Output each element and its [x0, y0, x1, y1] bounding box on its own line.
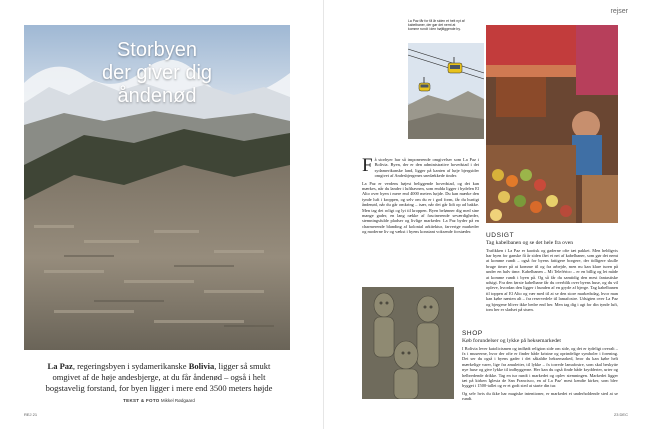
market-illustration: [486, 25, 618, 223]
cable-car-photo: [408, 43, 484, 139]
body-paragraph: å storbyer har så imponerende omgivelser som La Paz i Bolivia. Byen, der er den administrative hovedstad i det sydamerikanske land, ligger på kanten af høje bjergsider omgivet af Andesbjergenes snedækkede tinder.: [374, 157, 479, 179]
statue-photo: [362, 287, 454, 399]
section-tag: rejser: [610, 8, 628, 15]
hero-title-line: Storbyen: [116, 39, 198, 61]
hero-title-line: åndenød: [117, 85, 197, 107]
credit-label: TEKST & FOTO: [123, 398, 160, 403]
intro-text-1: , regeringsbyen i sydamerikanske: [72, 361, 189, 371]
hero-title-line: der giver dig: [101, 62, 213, 84]
folio-left: REJ 21: [24, 412, 38, 417]
section-subhead: Tag kabelbanen og se det hele fra oven: [486, 240, 574, 246]
body-paragraph: I Bolivia lever katolicismen og indfødt religion side om side, og det er tydeligt overalt – fx i museerne, hvor der ofte er finder både kristne og oprindelige symboler i forening. Det ser du også i byens gader i det såkaldte heksemarked, hvor du kan købe helt mærkelige varer, lige fra amuletter, til lykke – fx torrede lamafostre, som skal beskytte nye huse og give lykke til indbyggerne. Her kan du også finde både krydderier, urter og helbredende drikke. Tag en tur rundt i markedet og oplev stemningen. Markedet ligger tæt på kirken Iglesia de San Francisco, en af La Paz’ mest kendte kirker, som blev bygget i 1500-tallet og er et godt sted at starte din tur.: [462, 345, 618, 389]
page-gutter: [323, 0, 324, 429]
intro-bold-2: Bolivia: [188, 361, 215, 371]
body-paragraph: Trafikken i La Paz er kaotisk og gaderne ofte tæt pakket. Men heldigvis har byen for ganske få år siden fået et net af kabelbaner, som gør det nemt at komme rundt – også for byens fattigere borgere, der tidligere skulle bruge timer på at komme til og fra arbejde, men nu kan klare turen på under en halv time. Kabelbanen – Mi Teleférico – er en billig og let måde at komme rundt i byen på. Og så får du samtidig den mest fantastiske udsigt. Fra den første kabelbane får du overblik over byens huse, og du vil opleve, hvordan den ligger i bunden af en gryde af bjerge. Tag kabelbanen til toppen af El Alto og vær med til at se den store markedsdag, hvor man kan købe næsten alt – fra reservedele til lamafostre. Udsigten over La Paz og bjergene bliver ikke bedre end her. Men tag dig i agt for din tynde luft, tom her er sladset på stuen.: [486, 247, 618, 313]
body-paragraph: La Paz er verdens højest beliggende hovedstad, og det kan mærkes, når du lander i lufthavnen, som endda ligger i bydelen El Alto over byen i mere end 4000 meters højde. Du kan mærke den tynde luft i kroppen, og selv om du er i god form, får du hurtigt åndenød, når du går omkring – især, når det går lidt op ad bakke. Men tag det roligt og lyt til kroppen. Byen belønner dig med sine mange gader, en lang række af fascinerende seværdigheder, stemningsfulde pladser og livlige markeder. La Paz byder på en charmerende blanding af kolonial arkitektur, farverige markeder og moderne liv og vækst i byens konstant voksende forstæder.: [362, 180, 479, 235]
body-column-1: [362, 157, 479, 237]
photo-credit: [34, 398, 284, 403]
market-photo: [486, 25, 618, 223]
folio-right: 23 DEC: [613, 412, 628, 417]
udsigt-section: [486, 232, 618, 314]
hero-photo-la-paz: [24, 25, 290, 350]
hero-title: [24, 39, 290, 108]
dropcap: F: [362, 155, 373, 176]
intro-lead: La Paz: [47, 361, 73, 371]
section-kicker: UDSIGT: [486, 232, 515, 239]
section-kicker: SHOP: [462, 330, 483, 337]
statue-illustration: [362, 287, 454, 399]
shop-section: [462, 330, 618, 404]
intro-text-2: , ligger så smukt omgivet af de høje andesbjerge, at du får åndenød – også i helt bogstavelig forstand, for byen ligger i mere end 3500 meters højde: [45, 361, 273, 393]
section-subhead: Køb forundelser og lykke på heksemarkedet: [462, 338, 561, 344]
cable-car-illustration: [408, 43, 484, 139]
photo-caption: La Paz får for få år siden et helt nyt af kabelbaner, der gør det nemt at komme rundt i den højtliggende by.: [408, 19, 465, 32]
body-paragraph: Og selv hvis du ikke har magiske intentioner, er markedet et underholdende sted at se rundt.: [462, 390, 618, 402]
intro-paragraph: [34, 361, 284, 394]
credit-name: Mikkel Rødgaard: [160, 398, 195, 403]
